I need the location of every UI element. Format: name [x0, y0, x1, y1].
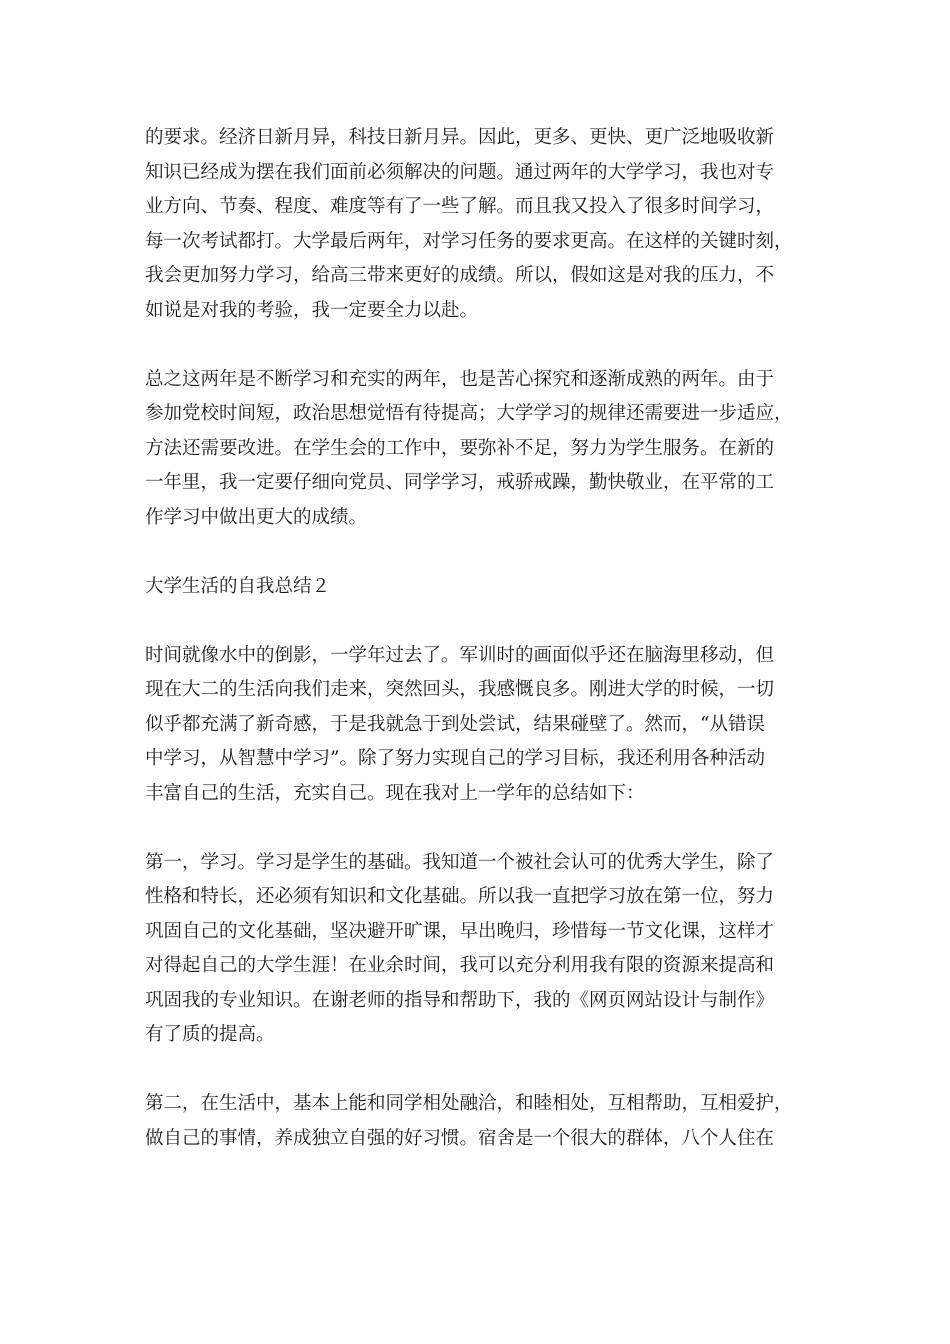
- text-line: 作学习中做出更大的成绩。: [145, 506, 368, 528]
- text-line: 对得起自己的大学生涯！在业余时间，我可以充分利用我有限的资源来提高和: [145, 955, 775, 976]
- text-line: 的要求。经济日新月异，科技日新月异。因此，更多、更快、更广泛地吸收新: [145, 127, 775, 148]
- text-line: 业方向、节奏、程度、难度等有了一些了解。而且我又投入了很多时间学习，: [145, 196, 775, 217]
- document-body: [145, 121, 805, 1156]
- paragraph-spacer: [145, 1053, 805, 1088]
- paragraph-spacer: [145, 604, 805, 639]
- paragraph-spacer: [145, 811, 805, 846]
- text-line: 第一，学习。学习是学生的基础。我知道一个被社会认可的优秀大学生，除了: [145, 851, 775, 873]
- text-line: 丰富自己的生活，充实自己。现在我对上一学年的总结如下：: [145, 782, 645, 804]
- text-line: 做自己的事情，养成独立自强的好习惯。宿舍是一个很大的群体，八个人住在: [145, 1127, 775, 1149]
- text-line: 时间就像水中的倒影，一学年过去了。军训时的画面似乎还在脑海里移动，但: [145, 644, 775, 666]
- section-heading: [145, 570, 805, 605]
- paragraph-2: [145, 363, 805, 536]
- paragraph-3: [145, 639, 805, 812]
- text-line: 每一次考试都打。大学最后两年，对学习任务的要求更高。在这样的关键时刻，: [145, 230, 793, 252]
- section-title: 大学生活的自我总结２: [145, 575, 331, 597]
- text-line: 一年里，我一定要仔细向党员、同学学习，戒骄戒躁，勤快敬业，在平常的工: [145, 472, 775, 493]
- paragraph-4: [145, 846, 805, 1053]
- text-line: 似乎都充满了新奇感，于是我就急于到处尝试，结果碰壁了。然而，“从错误: [145, 713, 765, 735]
- paragraph-5: [145, 1087, 805, 1156]
- text-line: 有了质的提高。: [145, 1024, 275, 1045]
- text-line: 参加党校时间短，政治思想觉悟有待提高；大学学习的规律还需要进一步适应，: [145, 403, 793, 424]
- text-line: 第二，在生活中，基本上能和同学相处融洽，和睦相处，互相帮助，互相爱护，: [145, 1093, 793, 1114]
- paragraph-1: [145, 121, 805, 328]
- text-line: 总之这两年是不断学习和充实的两年，也是苦心探究和逐渐成熟的两年。由于: [145, 368, 775, 390]
- text-line: 中学习，从智慧中学习”。除了努力实现自己的学习目标，我还利用各种活动: [145, 748, 765, 769]
- text-line: 性格和特长，还必须有知识和文化基础。所以我一直把学习放在第一位，努力: [145, 886, 775, 907]
- text-line: 如说是对我的考验，我一定要全力以赴。: [145, 299, 479, 321]
- paragraph-spacer: [145, 328, 805, 363]
- text-line: 方法还需要改进。在学生会的工作中，要弥补不足，努力为学生服务。在新的: [145, 437, 775, 459]
- text-line: 知识已经成为摆在我们面前必须解决的问题。通过两年的大学学习，我也对专: [145, 161, 775, 183]
- text-line: 巩固自己的文化基础，坚决避开旷课，早出晚归，珍惜每一节文化课，这样才: [145, 920, 775, 942]
- text-line: 巩固我的专业知识。在谢老师的指导和帮助下，我的《网页网站设计与制作》: [145, 989, 775, 1011]
- paragraph-spacer: [145, 535, 805, 570]
- text-line: 我会更加努力学习，给高三带来更好的成绩。所以，假如这是对我的压力，不: [145, 265, 775, 286]
- text-line: 现在大二的生活向我们走来，突然回头，我感慨良多。刚进大学的时候，一切: [145, 679, 775, 700]
